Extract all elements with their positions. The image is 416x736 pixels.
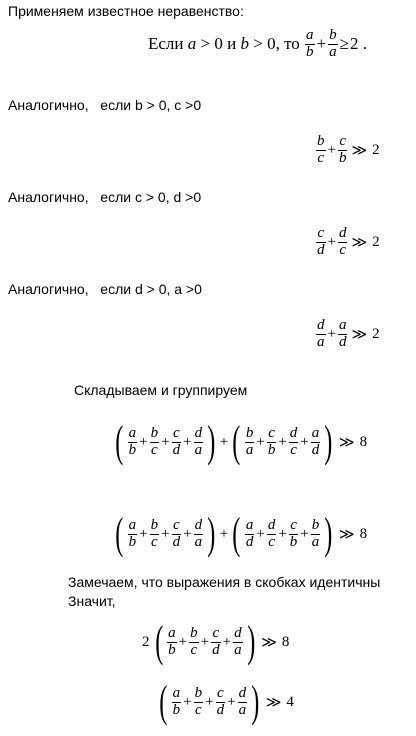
much-greater-sign: ≫ bbox=[338, 434, 355, 451]
fraction-a-over-d: $\frac{a}{d}$ bbox=[311, 424, 320, 458]
fraction-c-over-d: $\frac{c}{d}$ bbox=[216, 684, 225, 718]
right-paren: ) bbox=[251, 677, 260, 726]
inequality-b-c bbox=[315, 134, 380, 167]
fraction-c-over-b: $\frac{c}{b}$ bbox=[289, 516, 298, 550]
left-paren: ( bbox=[115, 509, 124, 558]
doubled-inequality bbox=[142, 617, 290, 666]
lemma-var-a: a bbox=[187, 34, 197, 54]
grouped-inequality-1 bbox=[112, 417, 368, 466]
much-greater-sign: ≫ bbox=[265, 694, 282, 711]
fraction-d-over-a: $\frac{d}{a}$ bbox=[238, 684, 247, 718]
plus-sign: + bbox=[219, 433, 229, 450]
fraction-c-over-b: $\frac{c}{b}$ bbox=[267, 424, 276, 458]
plus-sign: + bbox=[183, 433, 192, 450]
plus-sign: + bbox=[327, 325, 336, 342]
much-greater-sign: ≫ bbox=[261, 634, 277, 651]
much-greater-sign: ≫ bbox=[351, 234, 368, 251]
analog-condition: если b > 0, c >0 bbox=[100, 97, 202, 113]
rhs-value: 8 bbox=[281, 633, 290, 650]
left-paren: ( bbox=[232, 417, 241, 466]
plus-sign: + bbox=[200, 633, 210, 650]
geq-sign: ≥ bbox=[339, 34, 349, 54]
inequality-d-a bbox=[315, 318, 380, 351]
analog-word: Аналогично, bbox=[8, 281, 89, 297]
rhs-value: 2 bbox=[372, 233, 380, 250]
sum-group-text: Складываем и группируем bbox=[74, 382, 248, 398]
plus-sign: + bbox=[139, 525, 148, 542]
intro-text: Применяем известное неравенство: bbox=[8, 3, 244, 19]
fraction-b-over-a: $\frac{b}{a}$ bbox=[329, 27, 337, 60]
plus-sign: + bbox=[178, 633, 188, 650]
left-paren: ( bbox=[154, 617, 163, 666]
plus-sign: + bbox=[227, 693, 236, 710]
lemma-period: . bbox=[362, 34, 367, 54]
fraction-c-over-d: $\frac{c}{d}$ bbox=[172, 424, 181, 458]
analog-line-3 bbox=[8, 281, 202, 297]
note-line-2: Значит, bbox=[68, 593, 116, 609]
plus-sign: + bbox=[256, 433, 265, 450]
plus-sign: + bbox=[278, 525, 287, 542]
right-paren: ) bbox=[246, 617, 255, 666]
plus-sign: + bbox=[183, 693, 192, 710]
plus-sign: + bbox=[316, 34, 327, 54]
analog-line-1 bbox=[8, 97, 201, 113]
fraction-b-over-a: $\frac{b}{a}$ bbox=[311, 516, 320, 550]
left-paren: ( bbox=[115, 417, 124, 466]
analog-line-2 bbox=[8, 189, 201, 205]
inequality-c-d bbox=[315, 226, 380, 259]
lemma-two: 2 bbox=[349, 34, 359, 54]
right-paren: ) bbox=[207, 509, 216, 558]
plus-sign: + bbox=[300, 525, 309, 542]
final-inequality bbox=[156, 677, 294, 726]
right-paren: ) bbox=[324, 509, 333, 558]
fraction-b-over-c: $\frac{b}{c}$ bbox=[194, 684, 203, 718]
fraction-c-over-d: $\frac{c}{d}$ bbox=[212, 624, 220, 658]
fraction-b-over-c: $\frac{b}{c}$ bbox=[150, 516, 159, 550]
fraction-b-over-c: $\frac{b}{c}$ bbox=[190, 624, 198, 658]
plus-sign: + bbox=[205, 693, 214, 710]
coefficient-two: 2 bbox=[142, 633, 150, 650]
plus-sign: + bbox=[256, 525, 265, 542]
fraction-a-over-b: $\frac{a}{b}$ bbox=[306, 27, 314, 60]
fraction-b-over-c: $\frac{b}{c}$ bbox=[317, 133, 325, 166]
plus-sign: + bbox=[183, 525, 192, 542]
fraction-a-over-b: $\frac{a}{b}$ bbox=[172, 684, 181, 718]
left-paren: ( bbox=[159, 677, 168, 726]
much-greater-sign: ≫ bbox=[351, 326, 368, 343]
left-paren: ( bbox=[232, 509, 241, 558]
fraction-d-over-c: $\frac{d}{c}$ bbox=[289, 424, 298, 458]
lemma-statement bbox=[148, 28, 367, 61]
fraction-d-over-a: $\frac{d}{a}$ bbox=[317, 317, 325, 350]
right-paren: ) bbox=[324, 417, 333, 466]
fraction-a-over-d: $\frac{a}{d}$ bbox=[245, 516, 254, 550]
plus-sign: + bbox=[278, 433, 287, 450]
fraction-a-over-b: $\frac{a}{b}$ bbox=[128, 424, 137, 458]
plus-sign: + bbox=[219, 525, 229, 542]
rhs-value: 8 bbox=[359, 433, 368, 450]
plus-sign: + bbox=[222, 633, 232, 650]
right-paren: ) bbox=[207, 417, 216, 466]
lemma-var-b: b bbox=[240, 34, 249, 54]
lemma-gt: > bbox=[200, 34, 211, 54]
plus-sign: + bbox=[327, 233, 336, 250]
analog-word: Аналогично, bbox=[8, 97, 89, 113]
lemma-then: , то bbox=[275, 34, 300, 54]
fraction-c-over-d: $\frac{c}{d}$ bbox=[317, 225, 325, 258]
lemma-if: Если bbox=[148, 34, 184, 54]
grouped-inequality-2 bbox=[112, 509, 368, 558]
plus-sign: + bbox=[161, 433, 170, 450]
lemma-zero-2: 0 bbox=[267, 34, 276, 54]
fraction-a-over-d: $\frac{a}{d}$ bbox=[338, 317, 347, 350]
analog-word: Аналогично, bbox=[8, 189, 89, 205]
analog-condition: если d > 0, a >0 bbox=[100, 281, 202, 297]
lemma-and: и bbox=[227, 34, 237, 54]
fraction-d-over-a: $\frac{d}{a}$ bbox=[194, 516, 203, 550]
much-greater-sign: ≫ bbox=[351, 142, 368, 159]
plus-sign: + bbox=[300, 433, 309, 450]
note-line-1: Замечаем, что выражения в скобках идентичны bbox=[68, 574, 381, 590]
lemma-zero: 0 bbox=[214, 34, 223, 54]
fraction-b-over-c: $\frac{b}{c}$ bbox=[150, 424, 159, 458]
lemma-gt-2: > bbox=[253, 34, 263, 54]
rhs-value: 4 bbox=[286, 693, 294, 710]
fraction-a-over-b: $\frac{a}{b}$ bbox=[168, 624, 176, 658]
much-greater-sign: ≫ bbox=[338, 526, 355, 543]
rhs-value: 2 bbox=[372, 325, 380, 342]
fraction-b-over-a: $\frac{b}{a}$ bbox=[245, 424, 254, 458]
plus-sign: + bbox=[139, 433, 148, 450]
rhs-value: 8 bbox=[359, 525, 368, 542]
plus-sign: + bbox=[161, 525, 170, 542]
fraction-d-over-a: $\frac{d}{a}$ bbox=[194, 424, 203, 458]
rhs-value: 2 bbox=[372, 141, 380, 158]
fraction-c-over-b: $\frac{c}{b}$ bbox=[338, 133, 347, 166]
fraction-d-over-a: $\frac{d}{a}$ bbox=[234, 624, 242, 658]
fraction-d-over-c: $\frac{d}{c}$ bbox=[267, 516, 276, 550]
fraction-a-over-b: $\frac{a}{b}$ bbox=[128, 516, 137, 550]
fraction-d-over-c: $\frac{d}{c}$ bbox=[338, 225, 347, 258]
fraction-c-over-d: $\frac{c}{d}$ bbox=[172, 516, 181, 550]
analog-condition: если c > 0, d >0 bbox=[100, 189, 202, 205]
plus-sign: + bbox=[327, 141, 336, 158]
